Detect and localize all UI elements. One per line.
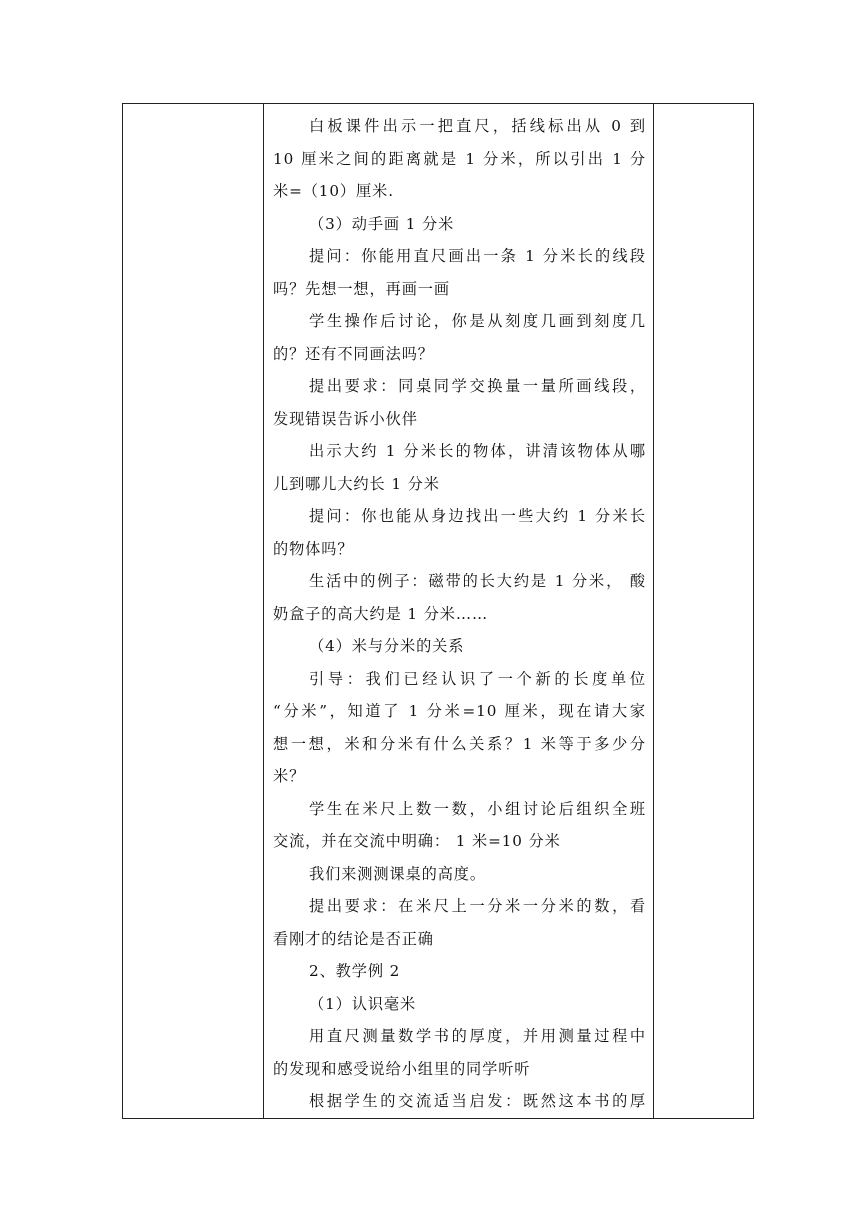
text-line: 根据学生的交流适当启发：既然这本书的厚 <box>309 1092 646 1110</box>
text-line: 我们来测测课桌的高度。 <box>309 864 486 883</box>
text-line: 提出要求：在米尺上一分米一分米的数，看 <box>309 897 646 915</box>
text-line: 米=（10）厘米. <box>273 182 394 200</box>
left-column-cell <box>123 104 264 1119</box>
table-row <box>123 104 754 1119</box>
text-line: （4）米与分米的关系 <box>309 637 465 655</box>
text-line: 提出要求：同桌同学交换量一量所画线段， <box>309 377 646 395</box>
text-line: 想一想，米和分米有什么关系？1 米等于多少分 <box>273 734 646 753</box>
text-line: 提问：你也能从身边找出一些大约 1 分米长 <box>309 507 646 525</box>
text-line: 2、教学例 2 <box>309 962 401 980</box>
text-line: 生活中的例子：磁带的长大约是 1 分米， 酸 <box>309 572 646 590</box>
text-line: （1）认识毫米 <box>309 994 417 1013</box>
text-line: 提问：你能用直尺画出一条 1 分米长的线段 <box>309 247 646 265</box>
text-line: 10 厘米之间的距离就是 1 分米，所以引出 1 分 <box>273 149 646 168</box>
text-line: 用直尺测量数学书的厚度，并用测量过程中 <box>309 1027 646 1045</box>
text-line: 的发现和感受说给小组里的同学听听 <box>273 1059 531 1078</box>
text-line: 奶盒子的高大约是 1 分米…… <box>273 604 489 623</box>
text-line: 儿到哪儿大约长 1 分米 <box>273 474 440 493</box>
text-line: 学生在米尺上数一数，小组讨论后组织全班 <box>309 799 646 818</box>
text-line: 学生操作后讨论，你是从刻度几画到刻度几 <box>309 312 646 330</box>
text-line: 的物体吗？ <box>273 539 354 558</box>
right-column-cell <box>654 104 754 1119</box>
text-line: 发现错误告诉小伙伴 <box>273 409 418 428</box>
text-line: 的？还有不同画法吗？ <box>273 344 434 363</box>
text-line: 看刚才的结论是否正确 <box>273 929 434 948</box>
text-line: （3）动手画 1 分米 <box>309 214 455 233</box>
text-line: 出示大约 1 分米长的物体，讲清该物体从哪 <box>309 442 646 460</box>
text-line: 引导：我们已经认识了一个新的长度单位 <box>309 669 646 688</box>
content-column-cell <box>264 104 654 1119</box>
text-line: 吗？先想一想，再画一画 <box>273 279 450 298</box>
text-line: “分米”，知道了 1 分米=10 厘米，现在请大家 <box>273 702 646 720</box>
text-line: 交流，并在交流中明确： 1 米=10 分米 <box>273 832 561 850</box>
text-line: 米？ <box>273 767 306 785</box>
lesson-plan-table <box>122 103 754 1119</box>
text-line: 白板课件出示一把直尺，括线标出从 0 到 <box>309 117 646 135</box>
